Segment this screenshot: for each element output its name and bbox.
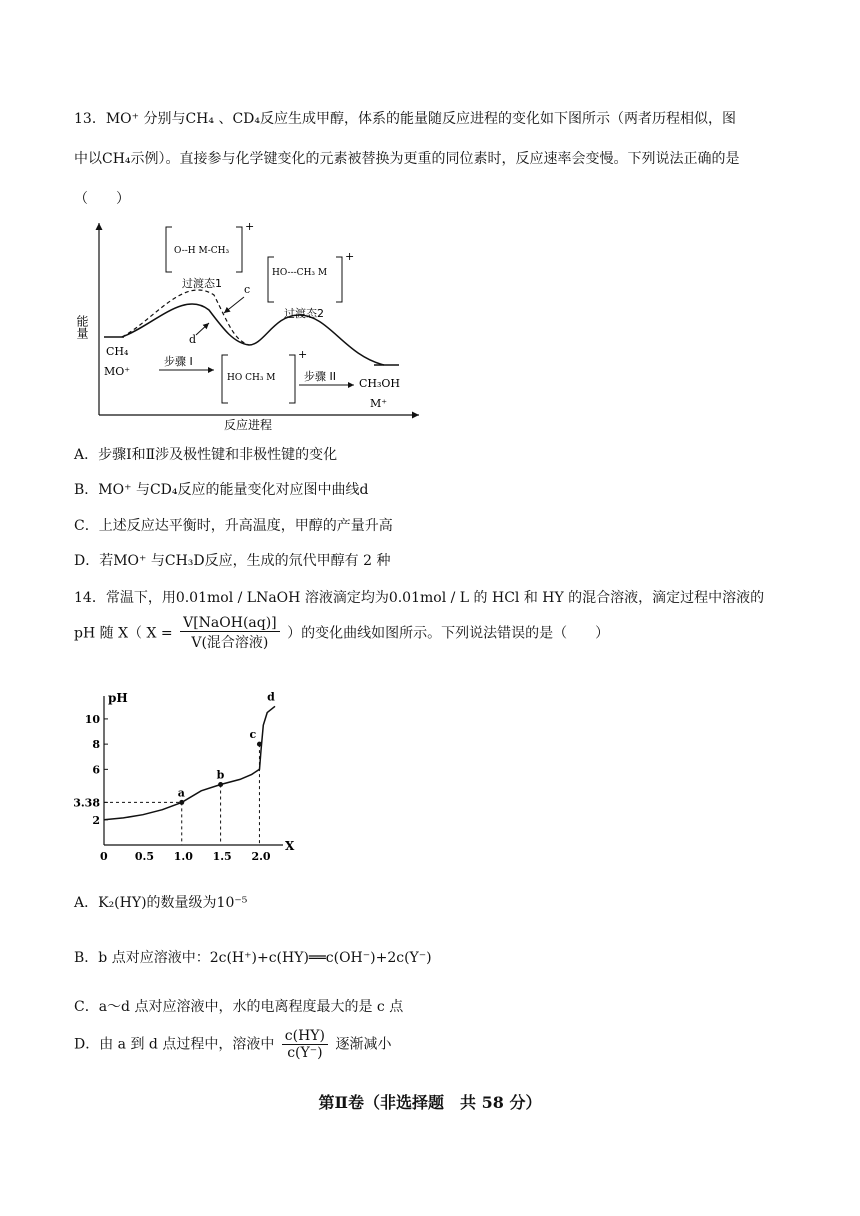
x-tick-label: 0.5: [134, 850, 155, 863]
q13-option-a: A．步骤Ⅰ和Ⅱ涉及极性键和非极性键的变化: [74, 447, 338, 463]
q14-option-d-fraction: [282, 1028, 328, 1061]
x-axis-label: X: [285, 839, 295, 853]
ph-titration-chart: [73, 690, 295, 865]
q13-line3: （ ）: [74, 191, 130, 207]
q13-line2: 中以CH₄示例）。直接参与化学键变化的元素被替换为更重的同位素时，反应速率会变慢。下列说法正确的是: [74, 151, 740, 167]
step1-label: 步骤 I: [164, 355, 193, 368]
q14-line2-post: ）的变化曲线如图所示。下列说法错误的是（ ）: [287, 625, 610, 642]
reactant-mo: MO⁺: [104, 365, 131, 378]
point-a: [179, 800, 184, 805]
step2-label: 步骤 II: [304, 370, 336, 383]
point-b: [218, 782, 223, 787]
q14-line1: 14．常温下，用0.01mol / LNaOH 溶液滴定均为0.01mol / L 的 HCl 和 HY 的混合溶液，滴定过程中溶液的: [74, 590, 765, 606]
point-c: [257, 742, 262, 747]
q14-frac-num: V[NaOH(aq)]: [180, 615, 280, 632]
y-axis-label: pH: [108, 691, 128, 705]
point-label-c: c: [249, 728, 257, 742]
intermediate-formula: HO CH₃ M: [227, 373, 276, 383]
x-tick-label: 2.0: [251, 850, 271, 863]
q14-option-d-post: 逐渐减小: [335, 1036, 392, 1053]
q14-option-d-den: c(Y⁻): [287, 1045, 323, 1061]
intermediate-charge: +: [298, 348, 308, 361]
ts2-label: 过渡态2: [284, 307, 324, 320]
y-tick-label: 2: [92, 813, 100, 827]
q13-option-b: B．MO⁺ 与CD₄反应的能量变化对应图中曲线d: [74, 482, 369, 498]
q14-option-d-pre: D．由 a 到 d 点过程中，溶液中: [74, 1036, 275, 1053]
q14-option-b: B．b 点对应溶液中：2c(H⁺)+c(HY)══c(OH⁻)+2c(Y⁻): [74, 950, 432, 966]
q14-option-c: C．a～d 点对应溶液中，水的电离程度最大的是 c 点: [74, 999, 404, 1015]
curve-c-label: c: [244, 283, 251, 296]
x-tick-label: 0: [100, 850, 108, 863]
y-tick-label: 10: [84, 712, 100, 726]
q14-option-d: [74, 1028, 391, 1061]
energy-axis-label: 能量: [75, 315, 89, 339]
point-label-d: d: [267, 690, 275, 704]
ts2-charge: +: [345, 250, 355, 263]
y-tick-label: 3.38: [73, 796, 100, 810]
x-tick-label: 1.0: [173, 850, 193, 863]
ts2-formula: HO---CH₃ M: [272, 268, 328, 278]
point-label-b: b: [216, 768, 225, 782]
ts1-label: 过渡态1: [182, 277, 222, 290]
q14-fraction: [180, 615, 280, 652]
q13-option-d: D．若MO⁺ 与CH₃D反应，生成的氘代甲醇有 2 种: [74, 553, 391, 569]
ts1-formula: O--H M-CH₃: [174, 246, 230, 256]
product-ch3oh: CH₃OH: [359, 377, 401, 390]
q14-option-d-num: c(HY): [282, 1028, 328, 1045]
product-m: M⁺: [370, 397, 388, 410]
energy-diagram: [74, 215, 434, 435]
reactant-ch4: CH₄: [106, 345, 129, 358]
y-tick-label: 6: [92, 763, 100, 777]
q14-line2: [74, 615, 609, 652]
ts1-charge: +: [245, 220, 255, 233]
section-title: 第Ⅱ卷（非选择题 共 58 分）: [318, 1093, 542, 1112]
q13-option-c: C．上述反应达平衡时，升高温度，甲醇的产量升高: [74, 518, 393, 534]
curve-d-label: d: [189, 333, 197, 346]
y-tick-label: 8: [92, 738, 100, 752]
point-label-a: a: [177, 786, 185, 800]
x-tick-label: 1.5: [212, 850, 232, 863]
q14-frac-den: V(混合溶液): [191, 635, 269, 651]
progress-axis-label: 反应进程: [224, 418, 273, 432]
q14-line2-pre: pH 随 X（ X =: [74, 625, 173, 642]
q13-line1: 13．MO⁺ 分别与CH₄ 、CD₄反应生成甲醇，体系的能量随反应进程的变化如下图所示（两者历程相似，图: [74, 111, 736, 127]
q14-option-a: A．K₂(HY)的数量级为10⁻⁵: [74, 895, 248, 911]
